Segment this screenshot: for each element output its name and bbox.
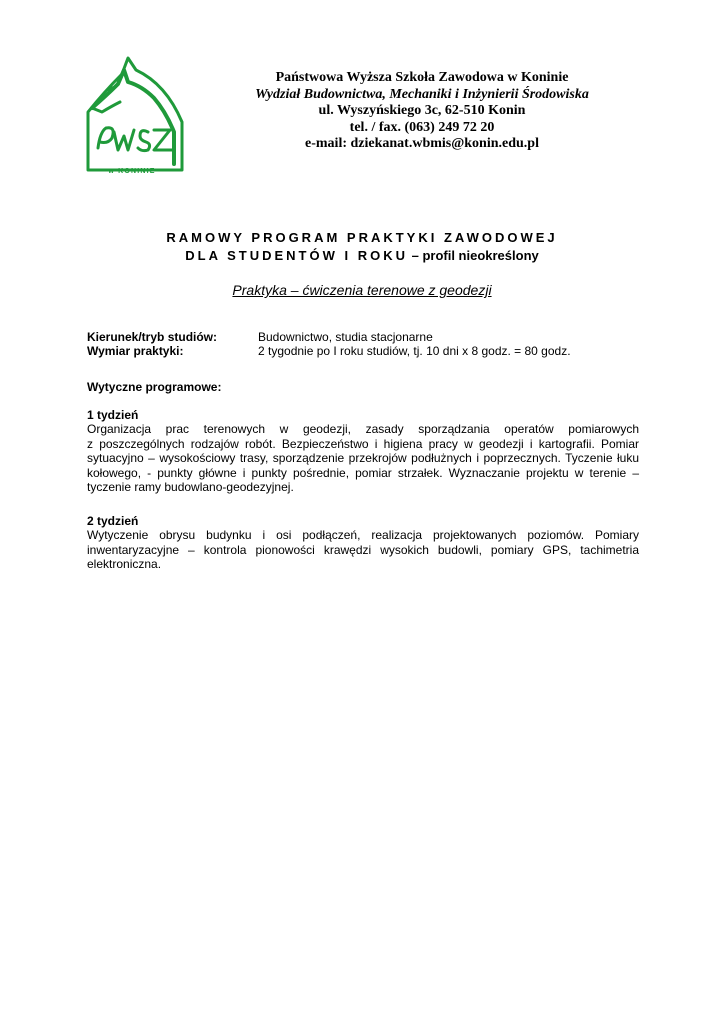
week1-line: Organizacja prac terenowych w geodezji, zasady sporządzania operatów pomiarowych: [87, 422, 639, 436]
week1-heading: 1 tydzień: [87, 408, 139, 422]
institution-name: Państwowa Wyższa Szkoła Zawodowa w Koninie: [275, 70, 569, 85]
week2-line: Wytyczenie obrysu budynku i osi podłączeń, realizacja projektowanych poziomów. Pomiary: [87, 528, 639, 542]
email: e-mail: dziekanat.wbmis@konin.edu.pl: [305, 136, 539, 151]
week1-line: z poszczególnych rodzajów robót. Bezpieczeństwo i higiena pracy w geodezji i kartografii. Pomiar: [87, 436, 639, 451]
horse-logo-icon: [84, 52, 188, 180]
wytyczne-heading: Wytyczne programowe:: [87, 380, 222, 394]
week2-description: [87, 528, 639, 572]
address: ul. Wyszyńskiego 3c, 62-510 Konin: [318, 103, 526, 118]
wymiar-label: Wymiar praktyki:: [87, 344, 184, 358]
title-profile: – profil nieokreślony: [407, 248, 539, 263]
week1-line: tyczenie ramy budowlano-geodezyjnej.: [87, 480, 294, 494]
document-title-line1: RAMOWY PROGRAM PRAKTYKI ZAWODOWEJ: [166, 230, 558, 245]
pwsz-logo: [84, 52, 188, 180]
title-spaced: DLA STUDENTÓW I ROKU: [185, 248, 408, 263]
kierunek-value: Budownictwo, studia stacjonarne: [258, 330, 433, 344]
kierunek-label: Kierunek/tryb studiów:: [87, 330, 218, 344]
week2-heading: 2 tydzień: [87, 514, 139, 528]
week1-description: [87, 422, 639, 495]
phone: tel. / fax. (063) 249 72 20: [349, 119, 495, 135]
logo-caption: w KONINIE: [108, 168, 156, 175]
institution-header: [232, 70, 612, 153]
document-subtitle: Praktyka – ćwiczenia terenowe z geodezji: [232, 282, 492, 298]
week2-line: inwentaryzacyjne – kontrola pionowości krawędzi wysokich budowli, pomiary GPS, tachimetria: [87, 542, 639, 557]
week2-line: elektroniczna.: [87, 557, 162, 571]
week1-line: sytuacyjno – wysokościowy trasy, sporządzenie przekrojów podłużnych i poprzecznych. Tyczenie łuku: [87, 451, 639, 465]
faculty-name: Wydział Budownictwa, Mechaniki i Inżynierii Środowiska: [255, 86, 589, 102]
document-title-line2: [60, 248, 664, 263]
wymiar-value: 2 tygodnie po I roku studiów, tj. 10 dni x 8 godz. = 80 godz.: [258, 344, 571, 358]
week1-line: kołowego, - punkty główne i punkty pośrednie, pomiar strzałek. Wyznaczanie projektu w terenie –: [87, 465, 639, 480]
